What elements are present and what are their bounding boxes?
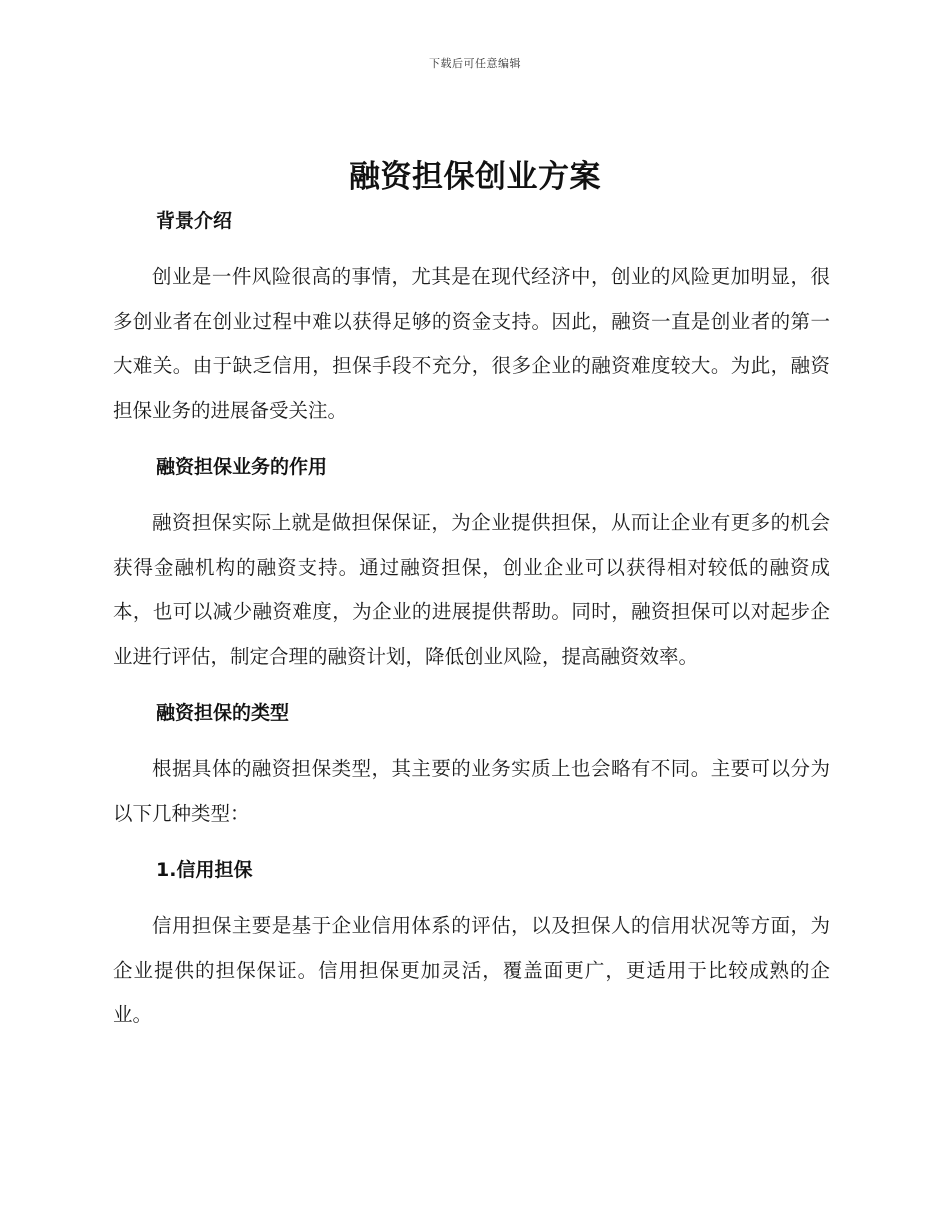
section-guarantee-types <box>113 695 830 852</box>
section-paragraph: 根据具体的融资担保类型，其主要的业务实质上也会略有不同。主要可以分为以下几种类型： <box>113 757 830 825</box>
section-paragraph: 融资担保实际上就是做担保保证，为企业提供担保，从而让企业有更多的机会获得金融机构的融资支持。通过融资担保，创业企业可以获得相对较低的融资成本，也可以减少融资难度，为企业的进展提供帮助。同时，融资担保可以对起步企业进行评估，制定合理的融资计划，降低创业风险，提高融资效率。 <box>113 511 830 668</box>
section-heading: 融资担保的类型 <box>156 702 290 724</box>
section-heading: 融资担保业务的作用 <box>156 456 328 478</box>
section-paragraph: 创业是一件风险很高的事情，尤其是在现代经济中，创业的风险更加明显，很多创业者在创业过程中难以获得足够的资金支持。因此，融资一直是创业者的第一大难关。由于缺乏信用，担保手段不充分，很多企业的融资难度较大。为此，融资担保业务的进展备受关注。 <box>113 265 830 422</box>
page-header-note: 下载后可任意编辑 <box>429 57 521 70</box>
section-background <box>113 203 830 449</box>
section-credit-guarantee <box>113 852 830 1038</box>
section-paragraph: 信用担保主要是基于企业信用体系的评估，以及担保人的信用状况等方面，为企业提供的担保保证。信用担保更加灵活，覆盖面更广，更适用于比较成熟的企业。 <box>113 914 830 1026</box>
section-guarantee-role <box>113 449 830 695</box>
section-heading: 1.信用担保 <box>156 859 253 881</box>
section-heading: 背景介绍 <box>156 210 233 232</box>
document-title: 融资担保创业方案 <box>349 159 601 195</box>
document-body <box>113 203 830 1038</box>
